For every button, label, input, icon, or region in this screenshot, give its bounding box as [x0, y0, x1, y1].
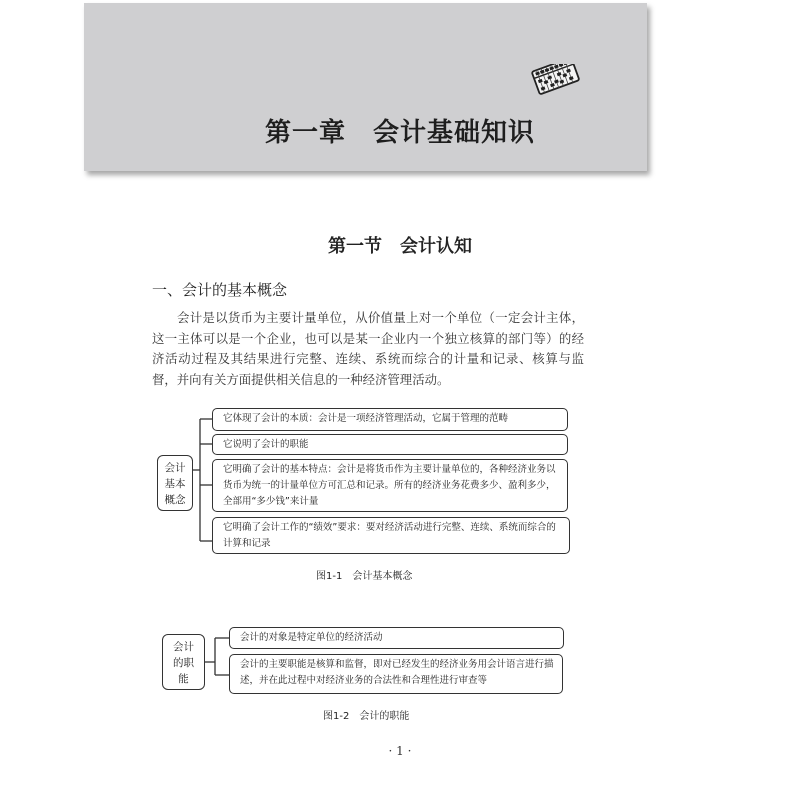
figure1-item-4: 它明确了会计工作的“绩效”要求：要对经济活动进行完整、连续、系统而综合的计算和记录 — [212, 517, 570, 554]
section-title: 第一节 会计认知 — [328, 236, 472, 257]
subsection-title: 一、会计的基本概念 — [152, 281, 288, 299]
figure2-item-2: 会计的主要职能是核算和监督，即对已经发生的经济业务用会计语言进行描述，并在此过程中对经济业务的合法性和合理性进行审查等 — [229, 654, 563, 694]
figure1-caption: 图1-1 会计基本概念 — [316, 571, 413, 582]
figure1-item-1: 它体现了会计的本质：会计是一项经济管理活动，它属于管理的范畴 — [212, 408, 568, 431]
page-number: · 1 · — [388, 744, 412, 758]
figure2-root-box: 会计 的职 能 — [162, 634, 205, 690]
figure2-caption: 图1-2 会计的职能 — [323, 711, 410, 722]
abacus-icon — [451, 64, 583, 116]
figure1-item-2: 它说明了会计的职能 — [212, 434, 568, 455]
figure2-item-1: 会计的对象是特定单位的经济活动 — [229, 627, 564, 649]
body-paragraph: 会计是以货币为主要计量单位，从价值量上对一个单位（一定会计主体，这一主体可以是一个企业，也可以是某一企业内一个独立核算的部门等）的经济活动过程及其结果进行完整、连续、系统而综合的计量和记录、核算与监督，并向有关方面提供相关信息的一种经济管理活动。 — [152, 310, 584, 387]
figure1-root-box: 会计 基本 概念 — [157, 455, 193, 511]
figure1-item-3: 它明确了会计的基本特点：会计是将货币作为主要计量单位的，各种经济业务以货币为统一的计量单位方可汇总和记录。所有的经济业务花费多少、盈利多少，全部用“多少钱”来计量 — [212, 459, 568, 512]
chapter-title: 第一章 会计基础知识 — [264, 118, 535, 148]
